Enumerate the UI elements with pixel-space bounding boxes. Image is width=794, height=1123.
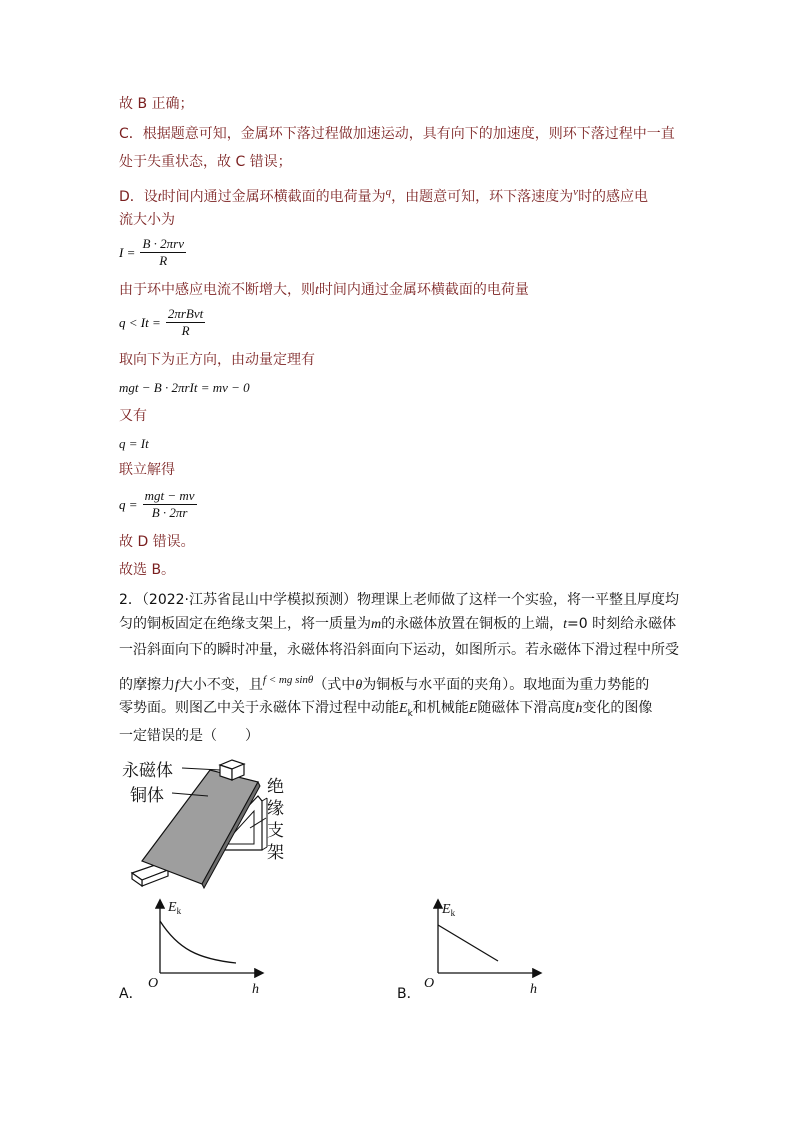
- text-line-1: 故 B 正确；: [119, 96, 194, 112]
- var-E: E: [399, 701, 408, 716]
- curve-decay: [160, 921, 236, 963]
- label-support-2: 缘: [267, 799, 284, 818]
- equation-momentum: mgt − B · 2πrIt = mv − 0: [119, 380, 250, 395]
- text-seg: 由于环中感应电流不断增大，则: [119, 282, 315, 298]
- var-v: v: [573, 186, 579, 198]
- x-axis-label: h: [252, 982, 259, 997]
- text-seg: 时间内通过金属环横截面的电荷量为: [161, 189, 386, 205]
- text-seg: 时的感应电: [578, 189, 649, 205]
- text-line-8: 又有: [119, 408, 147, 424]
- text-line-9: 联立解得: [119, 462, 175, 478]
- text-seg: 随磁体下滑高度: [477, 700, 576, 716]
- text-seg: ，由题意可知，环下落速度为: [391, 189, 574, 205]
- text-seg: 的摩擦力: [119, 677, 175, 693]
- equation-current: [119, 236, 186, 269]
- label-support-1: 绝: [267, 777, 284, 796]
- text-seg: 零势面。则图乙中关于永磁体下滑过程中动能: [119, 700, 399, 716]
- equation-q-solution: [119, 488, 197, 521]
- equation-charge-bound: [119, 306, 205, 339]
- origin-label: O: [424, 976, 435, 991]
- fraction: [140, 236, 186, 269]
- apparatus-figure: [120, 756, 320, 891]
- line-decreasing: [438, 925, 498, 961]
- text-line-10: 故 D 错误。: [119, 534, 195, 550]
- label-support-3: 支: [267, 821, 284, 840]
- text-line-2: C．根据题意可知，金属环下落过程做加速运动，具有向下的加速度，则环下落过程中一直: [119, 126, 675, 142]
- x-axis-label: h: [530, 982, 537, 997]
- text-seg: 大小不变，且: [178, 677, 263, 693]
- text-line-4: [119, 182, 648, 208]
- option-b-label: B．: [397, 986, 421, 1002]
- text-line-3: 处于失重状态，故 C 错误；: [119, 154, 292, 170]
- y-axis-label: $E_k$: [168, 900, 182, 916]
- text-seg: 和机械能: [412, 700, 469, 716]
- text-seg: 变化的图像: [582, 700, 653, 716]
- text-seg: =0 时刻给永磁体: [567, 616, 677, 632]
- denominator: R: [181, 323, 190, 338]
- var-h: h: [575, 701, 583, 716]
- text-seg: （式中: [313, 677, 356, 693]
- var-theta: θ: [355, 678, 363, 693]
- numerator: B · 2πrv: [142, 236, 184, 251]
- numerator: mgt − mv: [144, 488, 195, 503]
- text-line-5: 流大小为: [119, 212, 175, 228]
- question-2-line-6: 一定错误的是（ ）: [119, 728, 259, 744]
- var-t: t: [315, 283, 319, 298]
- text-seg: 的永磁体放置在铜板的上端，: [381, 616, 564, 632]
- label-support-4: 架: [267, 843, 284, 862]
- subscript-k: k: [407, 708, 413, 719]
- y-axis-label: $E_k$: [442, 902, 456, 918]
- var-m: m: [371, 617, 382, 632]
- denominator: B · 2πr: [151, 505, 188, 520]
- var-t: t: [157, 190, 162, 205]
- numerator: 2πrBvt: [167, 306, 204, 321]
- graph-b: [418, 895, 568, 1000]
- question-2-line-3: 一沿斜面向下的瞬时冲量，永磁体将沿斜面向下运动，如图所示。若永磁体下滑过程中所受: [119, 642, 679, 658]
- text-seg: 匀的铜板固定在绝缘支架上，将一质量为: [119, 616, 371, 632]
- origin-label: O: [148, 976, 159, 991]
- graph-a: [140, 895, 290, 1000]
- text-line-6: [119, 280, 529, 301]
- eq-lhs: q =: [119, 496, 138, 512]
- denominator: R: [159, 253, 168, 268]
- question-2-line-5: [119, 698, 652, 724]
- question-2-line-4: [119, 670, 649, 696]
- fraction: [143, 488, 197, 521]
- var-q: q: [385, 186, 392, 198]
- inequality: f < mg sinθ: [262, 674, 314, 686]
- leader-line: [182, 768, 220, 770]
- eq-lhs: q < It =: [119, 314, 161, 330]
- question-2-line-2: [119, 614, 676, 635]
- text-line-11: 故选 B。: [119, 562, 176, 578]
- equation-q-it: q = It: [119, 436, 149, 451]
- label-magnet: 永磁体: [122, 761, 173, 780]
- text-seg: D．设: [119, 189, 158, 205]
- eq-lhs: I =: [119, 244, 136, 260]
- fraction: [166, 306, 205, 339]
- text-seg: 时间内通过金属环横截面的电荷量: [318, 282, 529, 298]
- var-f: f: [175, 678, 179, 693]
- option-a-label: A．: [119, 986, 143, 1002]
- label-copper: 铜体: [130, 786, 164, 805]
- text-line-7: 取向下为正方向，由动量定理有: [119, 352, 315, 368]
- text-seg: 为铜板与水平面的夹角）。取地面为重力势能的: [362, 677, 650, 693]
- var-t: t: [563, 617, 568, 632]
- var-E: E: [468, 701, 478, 716]
- question-2-line-1: 2．（2022·江苏省昆山中学模拟预测）物理课上老师做了这样一个实验，将一平整且厚度均: [119, 592, 679, 608]
